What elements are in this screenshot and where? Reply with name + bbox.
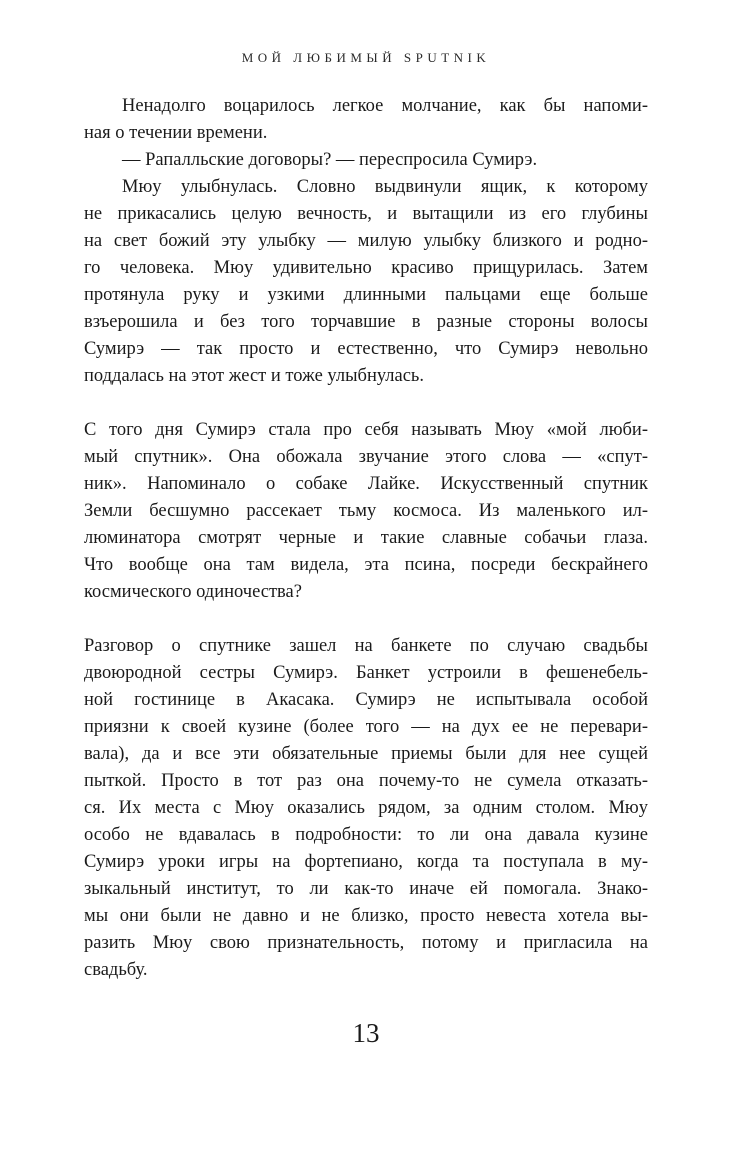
text-line: ная о течении времени. xyxy=(84,123,268,143)
text-block xyxy=(84,93,648,984)
text-line: го человека. Мюу удивительно красиво прищурилась. Затем xyxy=(84,258,648,278)
text-line: протянула руку и узкими длинными пальцами еще больше xyxy=(84,285,648,305)
text-line: С того дня Сумирэ стала про себя называть Мюу «мой люби- xyxy=(84,420,648,440)
running-header: МОЙ ЛЮБИМЫЙ SPUTNIK xyxy=(241,50,491,65)
text-line: на свет божий эту улыбку — милую улыбку близкого и родно- xyxy=(84,231,648,251)
page-number: 13 xyxy=(352,1018,380,1048)
text-line: особо не вдавалась в подробности: то ли она давала кузине xyxy=(84,825,648,845)
text-line: поддалась на этот жест и тоже улыбнулась. xyxy=(84,366,424,386)
text-line: Мюу улыбнулась. Словно выдвинули ящик, к которому xyxy=(122,177,648,197)
text-line: ся. Их места с Мюу оказались рядом, за одним столом. Мюу xyxy=(84,798,648,818)
paragraph xyxy=(84,147,648,174)
text-line: двоюродной сестры Сумирэ. Банкет устроили в фешенебель- xyxy=(84,663,648,683)
text-line: свадьбу. xyxy=(84,960,148,980)
text-line: пыткой. Просто в тот раз она почему-то не сумела отказать- xyxy=(84,771,648,791)
text-line: Что вообще она там видела, эта псина, посреди бескрайнего xyxy=(84,555,648,575)
text-line: люминатора смотрят черные и такие славные собачьи глаза. xyxy=(84,528,648,548)
paragraph xyxy=(84,417,648,606)
text-line: Разговор о спутнике зашел на банкете по случаю свадьбы xyxy=(84,636,648,656)
paragraph xyxy=(84,93,648,147)
text-line: вала), да и все эти обязательные приемы были для нее сущей xyxy=(84,744,648,764)
text-line: приязни к своей кузине (более того — на дух ее не перевари- xyxy=(84,717,648,737)
paragraph xyxy=(84,633,648,984)
text-line: взъерошила и без того торчавшие в разные стороны волосы xyxy=(84,312,648,332)
text-line: мый спутник». Она обожала звучание этого слова — «спут- xyxy=(84,447,648,467)
text-line: зыкальный институт, то ли как-то иначе ей помогала. Знако- xyxy=(84,879,648,899)
text-line: ник». Напоминало о собаке Лайке. Искусственный спутник xyxy=(84,474,648,494)
text-line: мы они были не давно и не близко, просто невеста хотела вы- xyxy=(84,906,648,926)
text-line: Ненадолго воцарилось легкое молчание, как бы напоми- xyxy=(122,96,648,116)
paragraph xyxy=(84,174,648,390)
text-line: Земли бесшумно рассекает тьму космоса. Из маленького ил- xyxy=(84,501,648,521)
text-line: ной гостинице в Акасака. Сумирэ не испытывала особой xyxy=(84,690,648,710)
text-line: Сумирэ уроки игры на фортепиано, когда та поступала в му- xyxy=(84,852,648,872)
text-line: Сумирэ — так просто и естественно, что Сумирэ невольно xyxy=(84,339,648,359)
text-line: — Рапалльские договоры? — переспросила Сумирэ. xyxy=(122,150,538,170)
text-line: разить Мюу свою признательность, потому и пригласила на xyxy=(84,933,648,953)
text-line: космического одиночества? xyxy=(84,582,302,602)
text-line: не прикасались целую вечность, и вытащили из его глубины xyxy=(84,204,648,224)
